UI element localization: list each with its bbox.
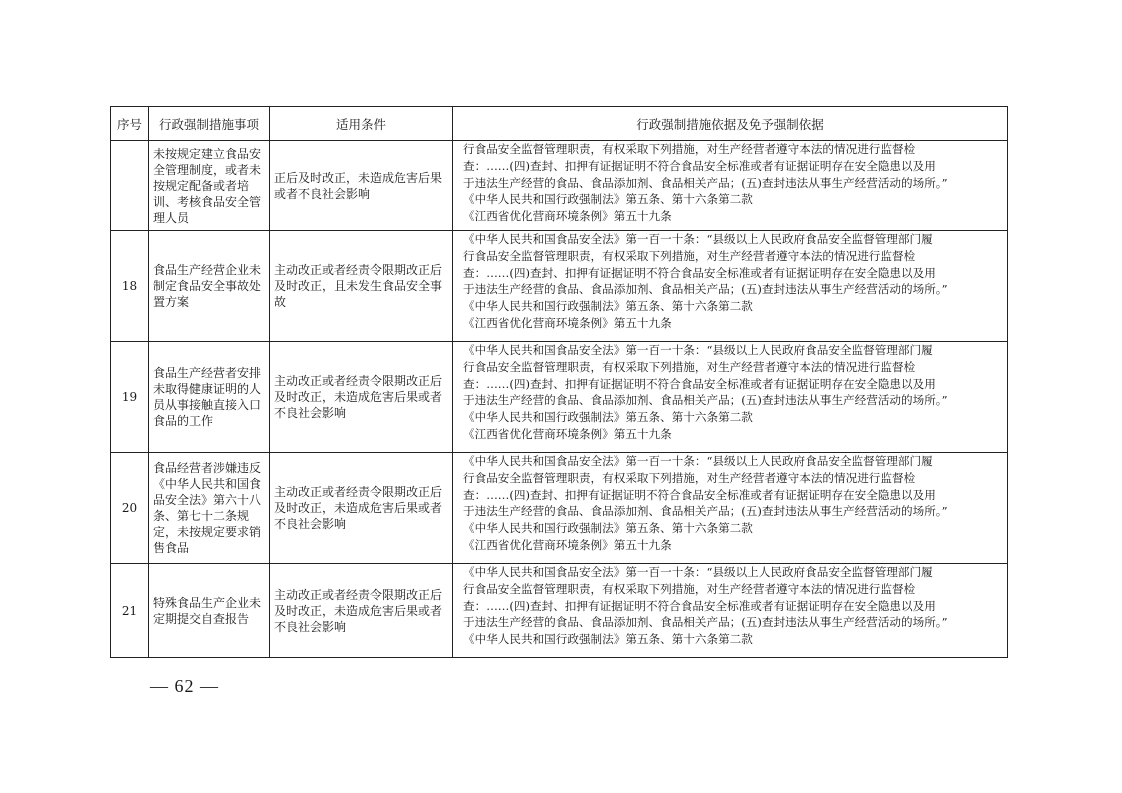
basis-line: 查：……(四)查封、扣押有证据证明不符合食品安全标准或者有证据证明存在安全隐患以及用	[463, 265, 936, 280]
basis-line: 查：……(四)查封、扣押有证据证明不符合食品安全标准或者有证据证明存在安全隐患以及用	[463, 158, 936, 173]
basis-line: 《中华人民共和国食品安全法》第一百一十条：“县级以上人民政府食品安全监督管理部门履	[463, 454, 933, 468]
basis-line: 《中华人民共和国行政强制法》第五条、第十六条第二款	[463, 410, 753, 425]
basis-line: 查：……(四)查封、扣押有证据证明不符合食品安全标准或者有证据证明存在安全隐患以及用	[463, 376, 936, 391]
row-applicable-condition: 主动改正或者经责令限期改正后及时改正，未造成危害后果或者不良社会影响	[270, 453, 453, 564]
row-serial-no: 18	[111, 231, 149, 342]
header-applicable-condition: 适用条件	[270, 107, 453, 141]
basis-line: 《中华人民共和国食品安全法》第一百一十条：“县级以上人民政府食品安全监督管理部门履	[463, 232, 933, 246]
basis-line: 行食品安全监督管理职责，有权采取下列措施，对生产经营者遵守本法的情况进行监督检	[463, 470, 916, 485]
basis-line: 于违法生产经营的食品、食品添加剂、食品相关产品；(五)查封违法从事生产经营活动的场所。”	[463, 615, 948, 630]
header-legal-basis: 行政强制措施依据及免予强制依据	[453, 107, 1008, 141]
row-measure-item: 食品经营者涉嫌违反《中华人民共和国食品安全法》第六十八条、第七十二条规定，未按规定要求销售食品	[149, 453, 270, 564]
row-measure-item: 未按规定建立食品安全管理制度，或者未按规定配备或者培训、考核食品安全管理人员	[149, 141, 270, 231]
row-serial-no	[111, 141, 149, 231]
row-applicable-condition: 正后及时改正，未造成危害后果或者不良社会影响	[270, 141, 453, 231]
header-serial-no: 序号	[111, 107, 149, 141]
row-applicable-condition: 主动改正或者经责令限期改正后及时改正，且未发生食品安全事故	[270, 231, 453, 342]
basis-line: 《中华人民共和国行政强制法》第五条、第十六条第二款	[463, 632, 753, 647]
table-row	[111, 453, 1008, 564]
basis-line: 于违法生产经营的食品、食品添加剂、食品相关产品；(五)查封违法从事生产经营活动的场所。”	[463, 504, 948, 519]
row-applicable-condition: 主动改正或者经责令限期改正后及时改正，未造成危害后果或者不良社会影响	[270, 342, 453, 453]
basis-line: 《中华人民共和国行政强制法》第五条、第十六条第二款	[463, 521, 753, 536]
basis-line: 《中华人民共和国行政强制法》第五条、第十六条第二款	[463, 192, 753, 207]
basis-line: 行食品安全监督管理职责，有权采取下列措施，对生产经营者遵守本法的情况进行监督检	[463, 248, 916, 263]
basis-line: 《中华人民共和国行政强制法》第五条、第十六条第二款	[463, 299, 753, 314]
table-header-row	[111, 107, 1008, 141]
basis-line: 《中华人民共和国食品安全法》第一百一十条：“县级以上人民政府食品安全监督管理部门履	[463, 343, 933, 357]
basis-line: 于违法生产经营的食品、食品添加剂、食品相关产品；(五)查封违法从事生产经营活动的场所。”	[463, 175, 948, 190]
basis-line: 行食品安全监督管理职责，有权采取下列措施，对生产经营者遵守本法的情况进行监督检	[463, 581, 916, 596]
page-number: — 62 —	[150, 676, 219, 696]
basis-line: 行食品安全监督管理职责，有权采取下列措施，对生产经营者遵守本法的情况进行监督检	[463, 142, 916, 156]
row-legal-basis	[453, 141, 1008, 231]
basis-line: 查：……(四)查封、扣押有证据证明不符合食品安全标准或者有证据证明存在安全隐患以及用	[463, 487, 936, 502]
row-legal-basis	[453, 453, 1008, 564]
row-serial-no: 20	[111, 453, 149, 564]
row-legal-basis	[453, 342, 1008, 453]
regulation-table	[110, 106, 1008, 658]
basis-line: 于违法生产经营的食品、食品添加剂、食品相关产品；(五)查封违法从事生产经营活动的场所。”	[463, 393, 948, 408]
row-measure-item: 食品生产经营企业未制定食品安全事故处置方案	[149, 231, 270, 342]
basis-line: 行食品安全监督管理职责，有权采取下列措施，对生产经营者遵守本法的情况进行监督检	[463, 359, 916, 374]
basis-line: 《江西省优化营商环境条例》第五十九条	[463, 315, 672, 330]
row-applicable-condition: 主动改正或者经责令限期改正后及时改正，未造成危害后果或者不良社会影响	[270, 564, 453, 658]
basis-line: 查：……(四)查封、扣押有证据证明不符合食品安全标准或者有证据证明存在安全隐患以及用	[463, 598, 936, 613]
table-row	[111, 141, 1008, 231]
row-measure-item: 特殊食品生产企业未定期提交自查报告	[149, 564, 270, 658]
basis-line: 于违法生产经营的食品、食品添加剂、食品相关产品；(五)查封违法从事生产经营活动的场所。”	[463, 282, 948, 297]
basis-line: 《江西省优化营商环境条例》第五十九条	[463, 209, 672, 224]
row-serial-no: 21	[111, 564, 149, 658]
table-row	[111, 342, 1008, 453]
table-row	[111, 231, 1008, 342]
basis-line: 《江西省优化营商环境条例》第五十九条	[463, 426, 672, 441]
row-legal-basis	[453, 231, 1008, 342]
row-serial-no: 19	[111, 342, 149, 453]
basis-line: 《中华人民共和国食品安全法》第一百一十条：“县级以上人民政府食品安全监督管理部门履	[463, 565, 933, 579]
header-measure-item: 行政强制措施事项	[149, 107, 270, 141]
basis-line: 《江西省优化营商环境条例》第五十九条	[463, 537, 672, 552]
row-legal-basis	[453, 564, 1008, 658]
table-row	[111, 564, 1008, 658]
row-measure-item: 食品生产经营者安排未取得健康证明的人员从事接触直接入口食品的工作	[149, 342, 270, 453]
